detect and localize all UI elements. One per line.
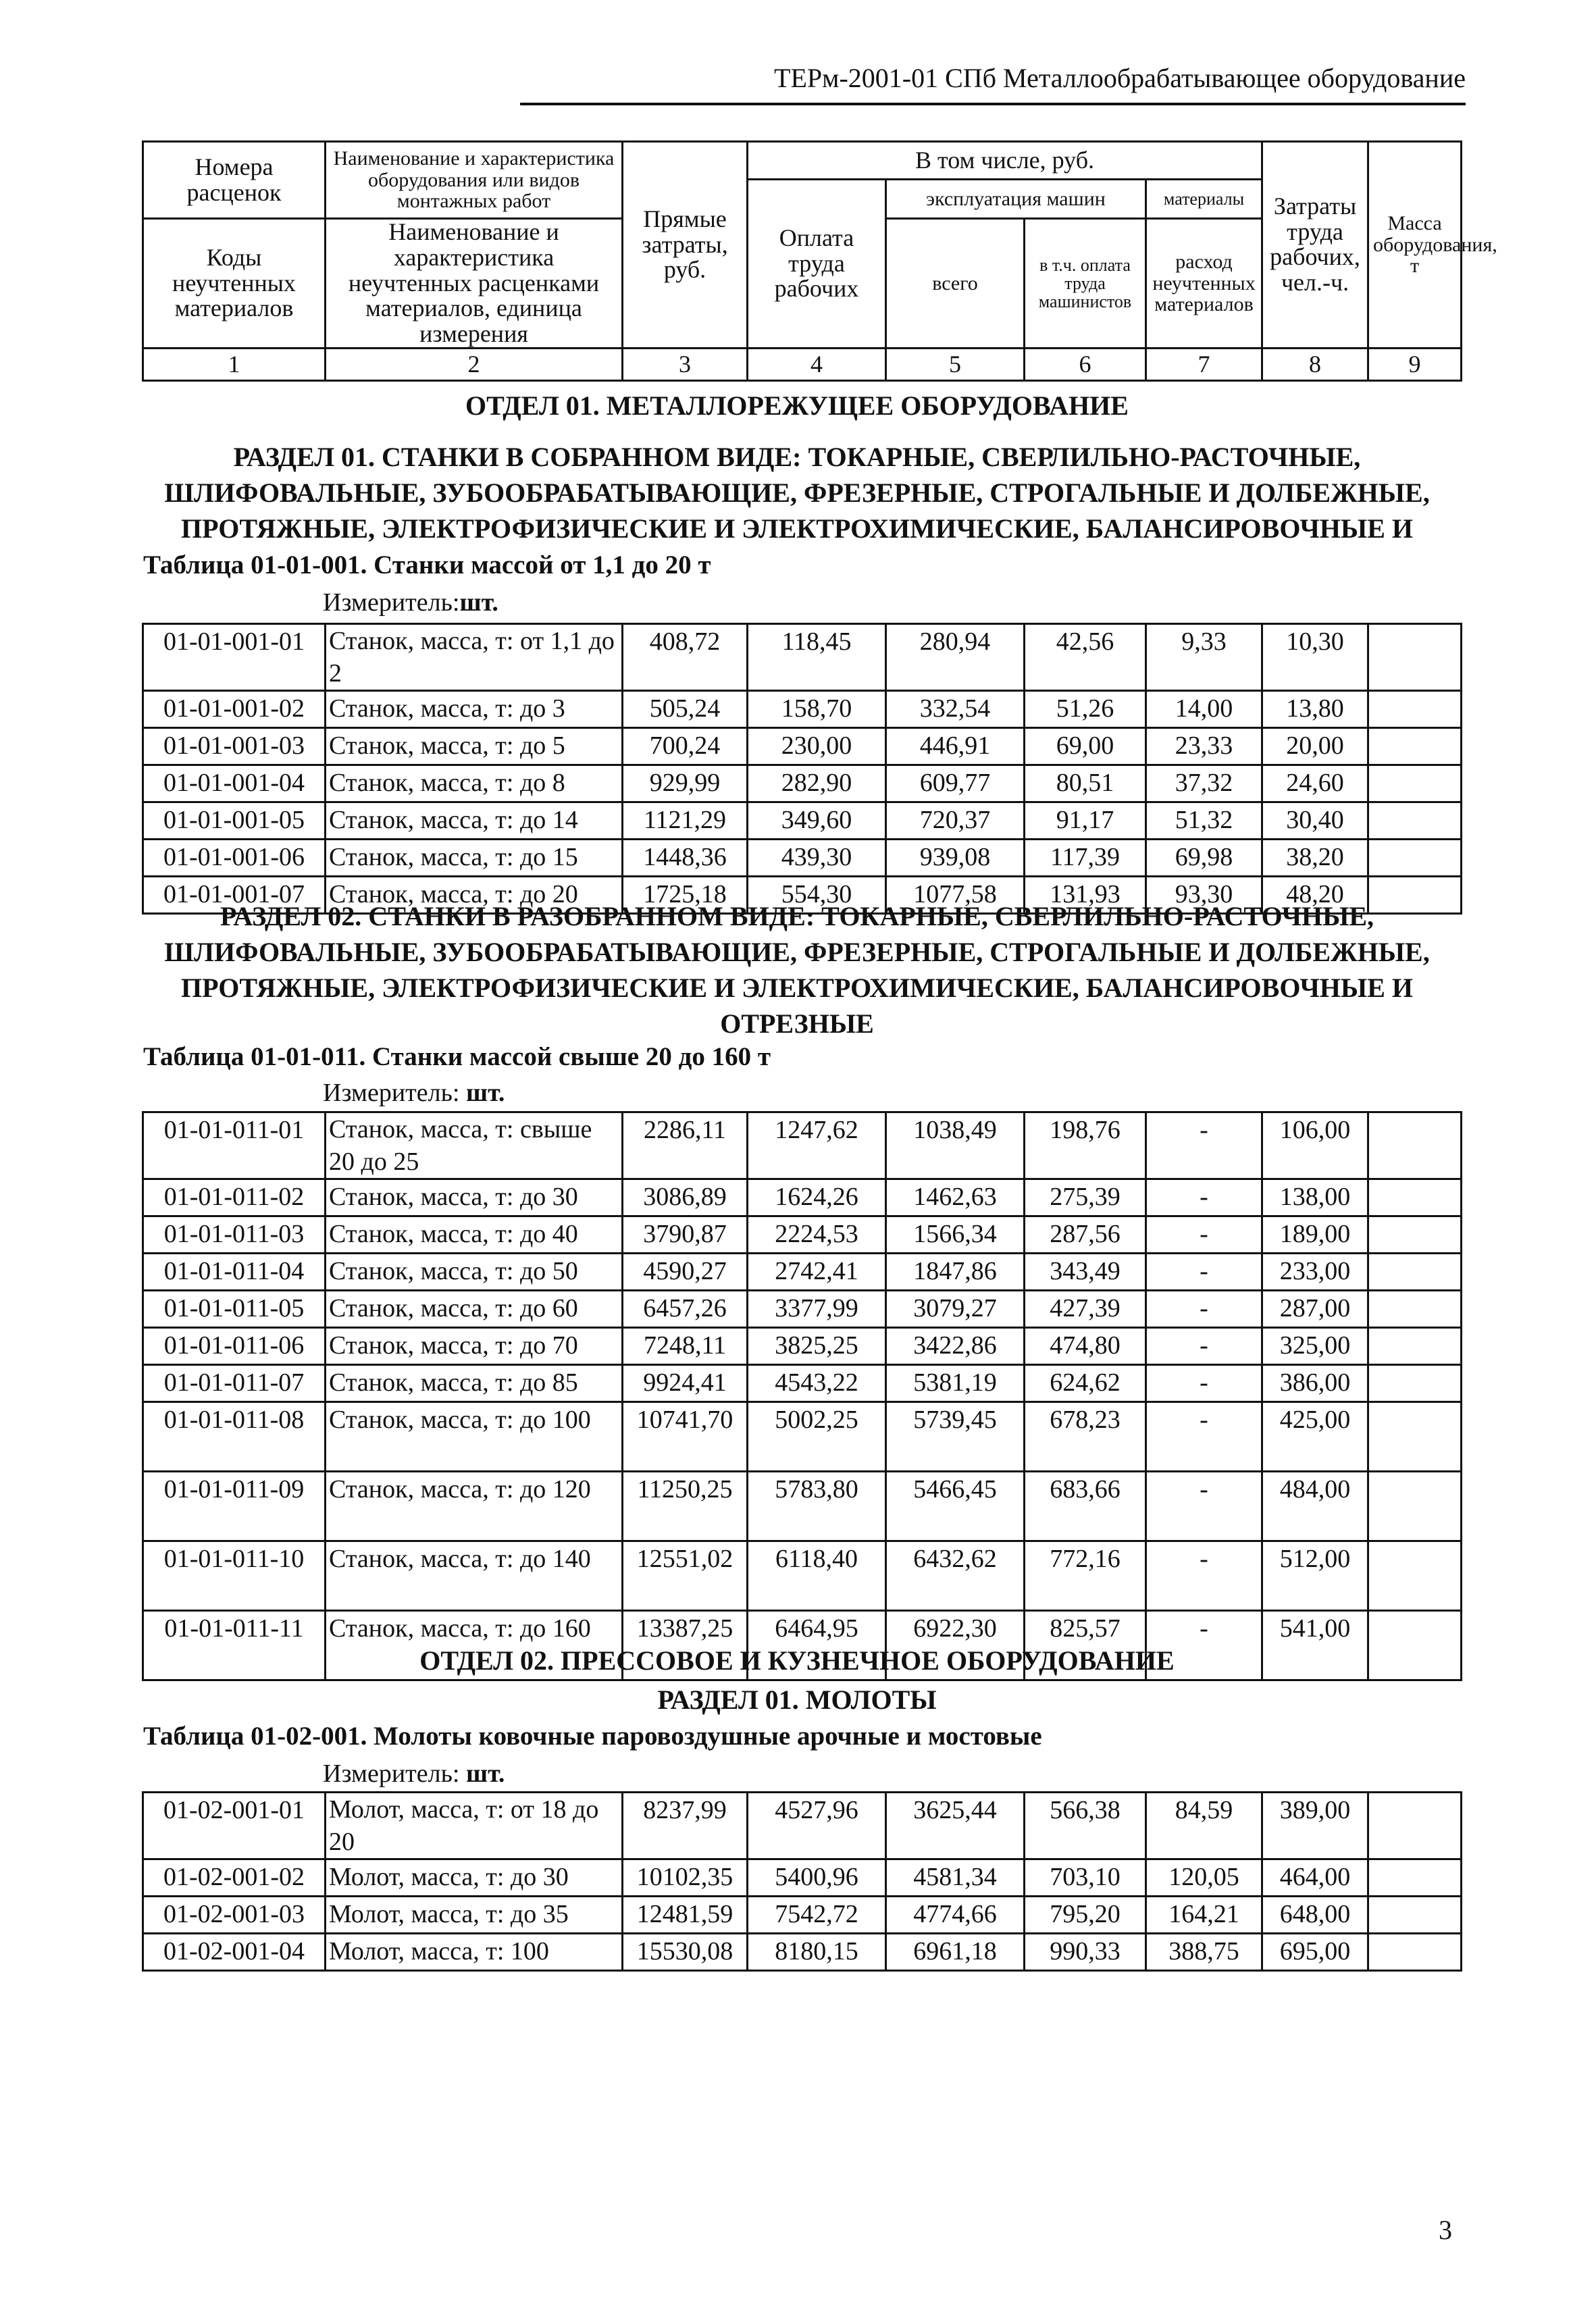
- row-labor: 349,60: [748, 802, 886, 840]
- row-direct-cost: 1725,18: [623, 877, 748, 914]
- row-name: Молот, масса, т: от 18 до 20: [326, 1793, 623, 1859]
- hdr-codes-unaccounted: Коды неучтенных материалов: [143, 219, 326, 349]
- row-code: 01-01-001-07: [143, 877, 326, 914]
- row-mass: [1368, 1472, 1462, 1541]
- table-row: [143, 624, 1462, 691]
- row-materials: 84,59: [1146, 1793, 1262, 1859]
- row-machinists: 772,16: [1025, 1541, 1146, 1611]
- row-materials: 23,33: [1146, 728, 1262, 765]
- row-name: Станок, масса, т: до 140: [326, 1541, 623, 1611]
- row-materials: 164,21: [1146, 1897, 1262, 1934]
- hdr-materials: материалы: [1146, 180, 1262, 219]
- row-direct-cost: 15530,08: [623, 1934, 748, 1971]
- row-labor: 4527,96: [748, 1793, 886, 1859]
- row-mass: [1368, 1291, 1462, 1328]
- row-materials: 69,98: [1146, 840, 1262, 877]
- row-labor-hours: 20,00: [1262, 728, 1368, 765]
- hdr-name: Наименование и характеристика оборудования или видов монтажных работ: [326, 142, 623, 219]
- row-direct-cost: 13387,25: [623, 1611, 748, 1680]
- row-machinists: 275,39: [1025, 1179, 1146, 1216]
- row-mass: [1368, 1328, 1462, 1365]
- row-code: 01-01-011-08: [143, 1402, 326, 1472]
- row-mass: [1368, 1859, 1462, 1897]
- row-direct-cost: 700,24: [623, 728, 748, 765]
- row-materials: 37,32: [1146, 765, 1262, 802]
- col-num: 7: [1146, 348, 1262, 380]
- row-labor: 2742,41: [748, 1254, 886, 1291]
- row-mass: [1368, 1216, 1462, 1254]
- row-machinists: 683,66: [1025, 1472, 1146, 1541]
- row-name: Станок, масса, т: до 8: [326, 765, 623, 802]
- row-name: Молот, масса, т: 100: [326, 1934, 623, 1971]
- row-machines: 6432,62: [886, 1541, 1025, 1611]
- col-num: 4: [748, 348, 886, 380]
- hdr-direct: Прямые затраты, руб.: [623, 142, 748, 349]
- column-number-row: [143, 348, 1462, 380]
- row-code: 01-01-011-05: [143, 1291, 326, 1328]
- row-machines: 1038,49: [886, 1112, 1025, 1179]
- hdr-incl: В том числе, руб.: [748, 142, 1262, 180]
- row-labor: 3825,25: [748, 1328, 886, 1365]
- row-machines: 446,91: [886, 728, 1025, 765]
- row-labor-hours: 695,00: [1262, 1934, 1368, 1971]
- row-machinists: 474,80: [1025, 1328, 1146, 1365]
- row-code: 01-01-011-04: [143, 1254, 326, 1291]
- row-labor: 5400,96: [748, 1859, 886, 1897]
- row-name: Станок, масса, т: до 160: [326, 1611, 623, 1680]
- table-row: [143, 1793, 1462, 1859]
- row-labor: 6464,95: [748, 1611, 886, 1680]
- row-labor: 3377,99: [748, 1291, 886, 1328]
- row-labor: 439,30: [748, 840, 886, 877]
- row-name: Станок, масса, т: до 20: [326, 877, 623, 914]
- section1-title: ОТДЕЛ 01. МЕТАЛЛОРЕЖУЩЕЕ ОБОРУДОВАНИЕ: [465, 390, 1129, 421]
- row-name: Станок, масса, т: свыше 20 до 25: [326, 1112, 623, 1179]
- row-machines: 939,08: [886, 840, 1025, 877]
- row-machines: 3422,86: [886, 1328, 1025, 1365]
- row-labor: 158,70: [748, 691, 886, 728]
- row-machinists: 343,49: [1025, 1254, 1146, 1291]
- row-labor-hours: 425,00: [1262, 1402, 1368, 1472]
- col-num: 2: [326, 348, 623, 380]
- row-name: Станок, масса, т: до 14: [326, 802, 623, 840]
- row-labor: 554,30: [748, 877, 886, 914]
- row-direct-cost: 12481,59: [623, 1897, 748, 1934]
- row-code: 01-01-001-04: [143, 765, 326, 802]
- table-row: [143, 1254, 1462, 1291]
- row-name: Станок, масса, т: до 40: [326, 1216, 623, 1254]
- row-name: Станок, масса, т: до 70: [326, 1328, 623, 1365]
- row-materials: -: [1146, 1179, 1262, 1216]
- table1-title: Таблица 01-01-001. Станки массой от 1,1 до 20 т: [143, 550, 711, 580]
- row-labor-hours: 48,20: [1262, 877, 1368, 914]
- row-machines: 720,37: [886, 802, 1025, 840]
- page-number: 3: [1439, 2215, 1452, 2245]
- row-labor: 118,45: [748, 624, 886, 691]
- table2: [142, 1111, 1462, 1681]
- row-machinists: 80,51: [1025, 765, 1146, 802]
- row-code: 01-01-011-10: [143, 1541, 326, 1611]
- table-row: [143, 1934, 1462, 1971]
- row-machinists: 91,17: [1025, 802, 1146, 840]
- row-machinists: 287,56: [1025, 1216, 1146, 1254]
- row-machinists: 198,76: [1025, 1112, 1146, 1179]
- row-name: Станок, масса, т: до 100: [326, 1402, 623, 1472]
- hdr-labor-cost: Затраты труда рабочих, чел.-ч.: [1262, 142, 1368, 349]
- row-direct-cost: 6457,26: [623, 1291, 748, 1328]
- row-name: Станок, масса, т: до 120: [326, 1472, 623, 1541]
- table-row: [143, 1897, 1462, 1934]
- row-materials: 9,33: [1146, 624, 1262, 691]
- row-machines: 5739,45: [886, 1402, 1025, 1472]
- row-labor: 5002,25: [748, 1402, 886, 1472]
- table-row: [143, 1179, 1462, 1216]
- table2-unit: Измеритель: шт.: [323, 1079, 505, 1107]
- row-machinists: 795,20: [1025, 1897, 1146, 1934]
- row-materials: 14,00: [1146, 691, 1262, 728]
- row-name: Молот, масса, т: до 30: [326, 1859, 623, 1897]
- table-row: [143, 1472, 1462, 1541]
- row-labor: 7542,72: [748, 1897, 886, 1934]
- row-code: 01-01-011-09: [143, 1472, 326, 1541]
- header-rule: [520, 103, 1466, 105]
- hdr-labor: Оплата труда рабочих: [748, 180, 886, 349]
- row-code: 01-02-001-01: [143, 1793, 326, 1859]
- row-materials: -: [1146, 1291, 1262, 1328]
- row-labor-hours: 484,00: [1262, 1472, 1368, 1541]
- row-labor-hours: 38,20: [1262, 840, 1368, 877]
- row-machines: 4581,34: [886, 1859, 1025, 1897]
- row-machines: 332,54: [886, 691, 1025, 728]
- row-labor-hours: 13,80: [1262, 691, 1368, 728]
- row-direct-cost: 408,72: [623, 624, 748, 691]
- hdr-total: всего: [886, 219, 1025, 349]
- row-code: 01-02-001-03: [143, 1897, 326, 1934]
- table-row: [143, 1291, 1462, 1328]
- row-code: 01-01-011-02: [143, 1179, 326, 1216]
- table-row: [143, 1112, 1462, 1179]
- table-row: [143, 802, 1462, 840]
- row-labor-hours: 30,40: [1262, 802, 1368, 840]
- table-row: [143, 728, 1462, 765]
- section2-title: ОТДЕЛ 02. ПРЕССОВОЕ И КУЗНЕЧНОЕ ОБОРУДОВАНИЕ: [419, 1645, 1175, 1676]
- table-row: [143, 1216, 1462, 1254]
- table3-unit: Измеритель: шт.: [323, 1759, 505, 1788]
- row-labor: 8180,15: [748, 1934, 886, 1971]
- table3-title: Таблица 01-02-001. Молоты ковочные паровоздушные арочные и мостовые: [143, 1722, 1042, 1751]
- row-mass: [1368, 1179, 1462, 1216]
- row-machines: 6922,30: [886, 1611, 1025, 1680]
- razdel1-title: РАЗДЕЛ 01. СТАНКИ В СОБРАННОМ ВИДЕ: ТОКАРНЫЕ, СВЕРЛИЛЬНО-РАСТОЧНЫЕ, ШЛИФОВАЛЬНЫЕ, ЗУБООБРАБАТЫВАЮЩИЕ, ФРЕЗЕРНЫЕ, СТРОГАЛЬНЫЕ И ДОЛБЕЖНЫЕ, ПРОТЯЖНЫЕ, ЭЛЕКТРОФИЗИЧЕСКИЕ И ЭЛЕКТРОХИМИЧЕСКИЕ, БАЛАНСИРОВОЧНЫЕ И: [164, 442, 1430, 544]
- row-direct-cost: 1121,29: [623, 802, 748, 840]
- col-num: 5: [886, 348, 1025, 380]
- row-direct-cost: 7248,11: [623, 1328, 748, 1365]
- row-labor-hours: 464,00: [1262, 1859, 1368, 1897]
- row-mass: [1368, 1541, 1462, 1611]
- row-machinists: 117,39: [1025, 840, 1146, 877]
- row-machines: 5466,45: [886, 1472, 1025, 1541]
- row-direct-cost: 3086,89: [623, 1179, 748, 1216]
- row-materials: 388,75: [1146, 1934, 1262, 1971]
- row-direct-cost: 10741,70: [623, 1402, 748, 1472]
- row-materials: -: [1146, 1402, 1262, 1472]
- row-machines: 3079,27: [886, 1291, 1025, 1328]
- running-header: ТЕРм-2001-01 СПб Металлообрабатывающее оборудование: [774, 63, 1466, 93]
- row-machines: 5381,19: [886, 1365, 1025, 1402]
- row-code: 01-01-011-03: [143, 1216, 326, 1254]
- column-header-table: [142, 140, 1497, 382]
- row-materials: -: [1146, 1328, 1262, 1365]
- row-labor-hours: 287,00: [1262, 1291, 1368, 1328]
- table-row: [143, 840, 1462, 877]
- row-materials: -: [1146, 1254, 1262, 1291]
- row-mass: [1368, 765, 1462, 802]
- row-labor-hours: 106,00: [1262, 1112, 1368, 1179]
- table-row: [143, 1541, 1462, 1611]
- col-num: 3: [623, 348, 748, 380]
- row-machines: 1847,86: [886, 1254, 1025, 1291]
- row-labor: 6118,40: [748, 1541, 886, 1611]
- row-labor-hours: 10,30: [1262, 624, 1368, 691]
- row-name: Станок, масса, т: до 3: [326, 691, 623, 728]
- row-machinists: 678,23: [1025, 1402, 1146, 1472]
- row-labor-hours: 325,00: [1262, 1328, 1368, 1365]
- row-labor: 282,90: [748, 765, 886, 802]
- row-labor: 5783,80: [748, 1472, 886, 1541]
- row-machines: 280,94: [886, 624, 1025, 691]
- row-labor-hours: 24,60: [1262, 765, 1368, 802]
- row-direct-cost: 1448,36: [623, 840, 748, 877]
- table3: [142, 1791, 1462, 1972]
- row-mass: [1368, 1402, 1462, 1472]
- row-labor: 1247,62: [748, 1112, 886, 1179]
- row-mass: [1368, 728, 1462, 765]
- row-mass: [1368, 1897, 1462, 1934]
- hdr-mass: Масса оборудования, т: [1368, 142, 1462, 349]
- row-code: 01-01-001-06: [143, 840, 326, 877]
- row-machinists: 131,93: [1025, 877, 1146, 914]
- row-direct-cost: 4590,27: [623, 1254, 748, 1291]
- row-labor-hours: 386,00: [1262, 1365, 1368, 1402]
- table-row: [143, 691, 1462, 728]
- row-machinists: 69,00: [1025, 728, 1146, 765]
- row-machinists: 42,56: [1025, 624, 1146, 691]
- table-row: [143, 1859, 1462, 1897]
- row-direct-cost: 12551,02: [623, 1541, 748, 1611]
- row-labor-hours: 138,00: [1262, 1179, 1368, 1216]
- row-machines: 1077,58: [886, 877, 1025, 914]
- row-mass: [1368, 691, 1462, 728]
- row-materials: -: [1146, 1216, 1262, 1254]
- row-labor: 2224,53: [748, 1216, 886, 1254]
- row-name: Станок, масса, т: до 30: [326, 1179, 623, 1216]
- row-machines: 4774,66: [886, 1897, 1025, 1934]
- hdr-codes: Номера расценок: [143, 142, 326, 219]
- row-machines: 609,77: [886, 765, 1025, 802]
- row-code: 01-01-011-01: [143, 1112, 326, 1179]
- row-code: 01-01-001-03: [143, 728, 326, 765]
- row-labor-hours: 233,00: [1262, 1254, 1368, 1291]
- table-row: [143, 1365, 1462, 1402]
- row-materials: -: [1146, 1541, 1262, 1611]
- row-direct-cost: 3790,87: [623, 1216, 748, 1254]
- row-code: 01-01-001-02: [143, 691, 326, 728]
- row-mass: [1368, 1365, 1462, 1402]
- row-direct-cost: 2286,11: [623, 1112, 748, 1179]
- row-labor-hours: 648,00: [1262, 1897, 1368, 1934]
- hdr-machines: эксплуатация машин: [886, 180, 1146, 219]
- row-labor-hours: 512,00: [1262, 1541, 1368, 1611]
- row-machinists: 427,39: [1025, 1291, 1146, 1328]
- row-name: Станок, масса, т: до 15: [326, 840, 623, 877]
- row-direct-cost: 9924,41: [623, 1365, 748, 1402]
- col-num: 1: [143, 348, 326, 380]
- row-direct-cost: 929,99: [623, 765, 748, 802]
- table-row: [143, 1402, 1462, 1472]
- row-code: 01-02-001-02: [143, 1859, 326, 1897]
- col-num: 9: [1368, 348, 1462, 380]
- row-code: 01-01-011-07: [143, 1365, 326, 1402]
- row-machines: 1462,63: [886, 1179, 1025, 1216]
- row-code: 01-01-011-11: [143, 1611, 326, 1680]
- row-machinists: 703,10: [1025, 1859, 1146, 1897]
- table1: [142, 623, 1462, 915]
- row-code: 01-01-001-01: [143, 624, 326, 691]
- row-mass: [1368, 624, 1462, 691]
- row-mass: [1368, 802, 1462, 840]
- row-labor-hours: 389,00: [1262, 1793, 1368, 1859]
- row-mass: [1368, 1934, 1462, 1971]
- col-num: 6: [1025, 348, 1146, 380]
- row-labor-hours: 189,00: [1262, 1216, 1368, 1254]
- row-materials: -: [1146, 1112, 1262, 1179]
- row-machinists: 990,33: [1025, 1934, 1146, 1971]
- row-code: 01-01-011-06: [143, 1328, 326, 1365]
- row-name: Станок, масса, т: до 50: [326, 1254, 623, 1291]
- row-name: Станок, масса, т: до 5: [326, 728, 623, 765]
- table-row: [143, 765, 1462, 802]
- row-mass: [1368, 1112, 1462, 1179]
- row-code: 01-01-001-05: [143, 802, 326, 840]
- row-materials: 51,32: [1146, 802, 1262, 840]
- col-num: 8: [1262, 348, 1368, 380]
- row-mass: [1368, 1254, 1462, 1291]
- row-name: Станок, масса, т: от 1,1 до 2: [326, 624, 623, 691]
- hdr-unaccounted: расход неучтенных материалов: [1146, 219, 1262, 349]
- row-materials: -: [1146, 1365, 1262, 1402]
- row-direct-cost: 505,24: [623, 691, 748, 728]
- section2-razdel: РАЗДЕЛ 01. МОЛОТЫ: [657, 1685, 937, 1715]
- table-row: [143, 1328, 1462, 1365]
- razdel2-title: РАЗДЕЛ 02. СТАНКИ В РАЗОБРАННОМ ВИДЕ: ТОКАРНЫЕ, СВЕРЛИЛЬНО-РАСТОЧНЫЕ, ШЛИФОВАЛЬНЫЕ, ЗУБООБРАБАТЫВАЮЩИЕ, ФРЕЗЕРНЫЕ, СТРОГАЛЬНЫЕ И ДОЛБЕЖНЫЕ, ПРОТЯЖНЫЕ, ЭЛЕКТРОФИЗИЧЕСКИЕ И ЭЛЕКТРОХИМИЧЕСКИЕ, БАЛАНСИРОВОЧНЫЕ И ОТРЕЗНЫЕ: [164, 901, 1430, 1039]
- row-machinists: 624,62: [1025, 1365, 1146, 1402]
- row-labor: 1624,26: [748, 1179, 886, 1216]
- table2-title: Таблица 01-01-011. Станки массой свыше 20 до 160 т: [143, 1042, 771, 1071]
- row-direct-cost: 11250,25: [623, 1472, 748, 1541]
- row-machines: 6961,18: [886, 1934, 1025, 1971]
- row-mass: [1368, 1793, 1462, 1859]
- row-name: Станок, масса, т: до 85: [326, 1365, 623, 1402]
- row-materials: 93,30: [1146, 877, 1262, 914]
- row-name: Молот, масса, т: до 35: [326, 1897, 623, 1934]
- row-labor: 4543,22: [748, 1365, 886, 1402]
- row-mass: [1368, 840, 1462, 877]
- row-labor: 230,00: [748, 728, 886, 765]
- row-direct-cost: 8237,99: [623, 1793, 748, 1859]
- row-code: 01-02-001-04: [143, 1934, 326, 1971]
- row-materials: 120,05: [1146, 1859, 1262, 1897]
- row-machines: 3625,44: [886, 1793, 1025, 1859]
- row-direct-cost: 10102,35: [623, 1859, 748, 1897]
- hdr-name-unaccounted: Наименование и характеристика неучтенных расценками материалов, единица измерения: [326, 219, 623, 349]
- row-materials: -: [1146, 1472, 1262, 1541]
- row-machinists: 566,38: [1025, 1793, 1146, 1859]
- row-machinists: 825,57: [1025, 1611, 1146, 1680]
- hdr-incl-machinists: в т.ч. оплата труда машинистов: [1025, 219, 1146, 349]
- row-materials: -: [1146, 1611, 1262, 1680]
- row-name: Станок, масса, т: до 60: [326, 1291, 623, 1328]
- row-machinists: 51,26: [1025, 691, 1146, 728]
- row-labor-hours: 541,00: [1262, 1611, 1368, 1680]
- table1-unit: Измеритель:шт.: [323, 588, 498, 617]
- row-machines: 1566,34: [886, 1216, 1025, 1254]
